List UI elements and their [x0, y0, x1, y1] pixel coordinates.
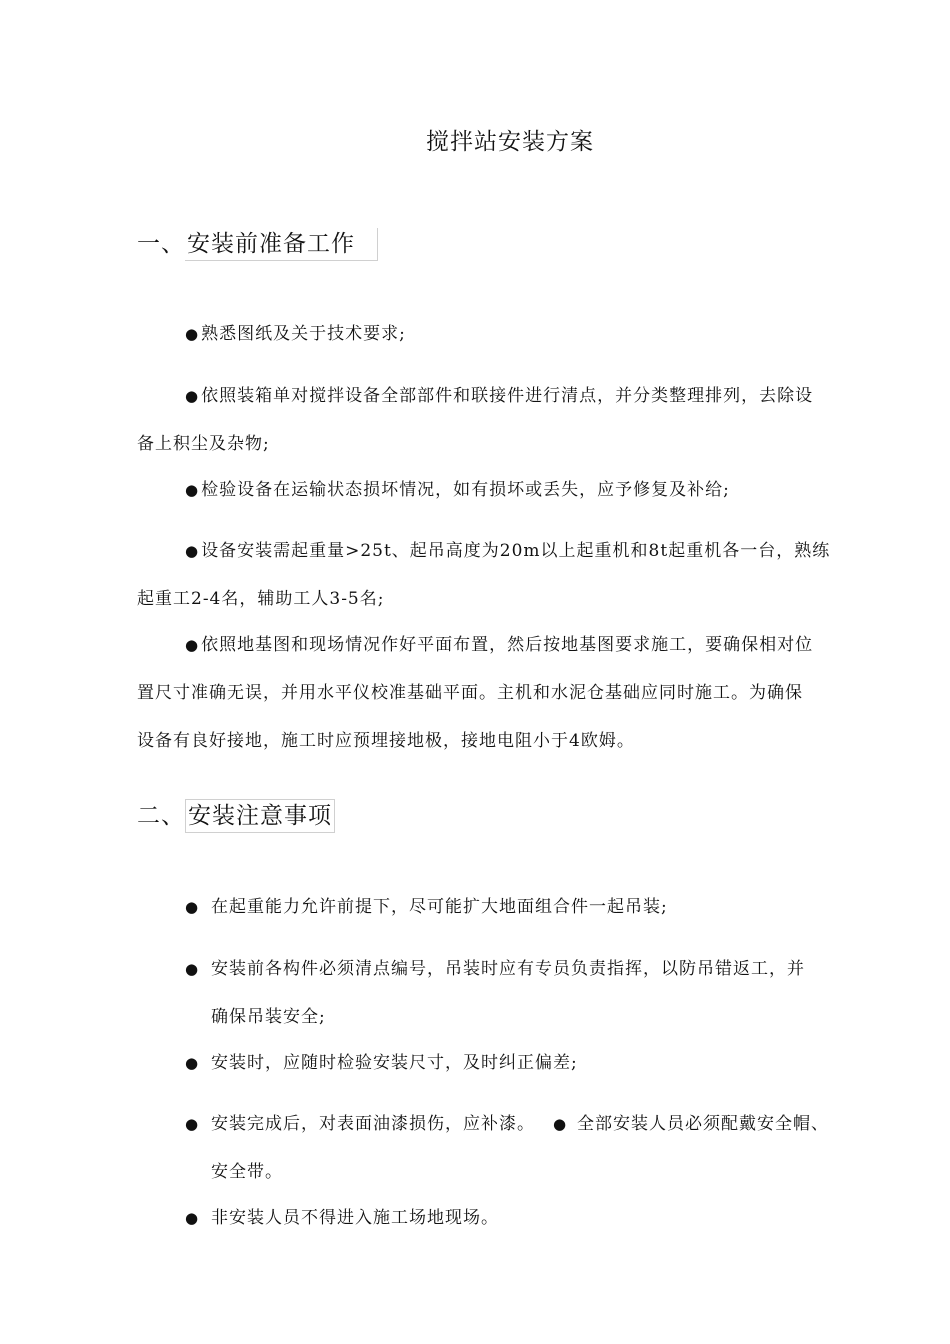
- bullet-icon: ●: [185, 1054, 200, 1072]
- list-item: [185, 1194, 865, 1242]
- section-heading-2: [137, 799, 335, 833]
- section-heading-1: [137, 228, 378, 261]
- text-line: [137, 372, 862, 420]
- list-item: [185, 1100, 865, 1148]
- text-line: [137, 527, 862, 575]
- paragraph: [137, 372, 862, 468]
- paragraph: [137, 310, 862, 358]
- bullet-icon: ●: [185, 1209, 200, 1227]
- list-item-continuation: 确保吊装安全;: [211, 1007, 326, 1027]
- section-number: 二、: [137, 803, 185, 829]
- bullet-list: [185, 945, 865, 1041]
- text-line: [137, 621, 862, 669]
- bullet-icon: ●: [185, 481, 200, 499]
- paragraph: [137, 466, 862, 514]
- bullet-icon: ●: [185, 387, 200, 405]
- list-item-text: 非安装人员不得进入施工场地现场。: [211, 1208, 499, 1228]
- text-line: [137, 310, 862, 358]
- bullet-list: [185, 883, 865, 931]
- paragraph: [137, 527, 862, 623]
- document-title: 搅拌站安装方案: [426, 129, 594, 155]
- section-title: 安装注意事项: [185, 799, 335, 833]
- list-item: 设备安装需起重量>25t、起吊高度为20m以上起重机和8t起重机各一台，熟练: [201, 541, 831, 561]
- text-line: 置尺寸准确无误，并用水平仪校准基础平面。主机和水泥仓基础应同时施工。为确保: [137, 683, 803, 703]
- bullet-icon: ●: [185, 636, 200, 654]
- list-item: 检验设备在运输状态损坏情况，如有损坏或丢失，应予修复及补给;: [201, 480, 730, 500]
- list-item: [185, 945, 865, 993]
- bullet-icon: ●: [185, 960, 200, 978]
- list-item-text: 安装时，应随时检验安装尺寸，及时纠正偏差;: [211, 1053, 578, 1073]
- list-item-text: 全部安装人员必须配戴安全帽、: [577, 1114, 829, 1134]
- list-item-continuation: 安全带。: [211, 1162, 283, 1182]
- bullet-list: [185, 1194, 865, 1242]
- section-number: 一、: [137, 231, 185, 257]
- bullet-list: [185, 1039, 865, 1087]
- bullet-icon: ●: [553, 1115, 568, 1133]
- section-title: 安装前准备工作: [185, 228, 378, 261]
- bullet-icon: ●: [185, 898, 200, 916]
- list-item: [185, 1039, 865, 1087]
- bullet-icon: ●: [185, 1115, 200, 1133]
- bullet-icon: ●: [185, 325, 200, 343]
- list-item: 熟悉图纸及关于技术要求;: [201, 324, 406, 344]
- text-line: 起重工2-4名，辅助工人3-5名;: [137, 589, 385, 609]
- list-item-text: 安装完成后，对表面油漆损伤，应补漆。: [211, 1114, 535, 1134]
- text-line: 设备有良好接地，施工时应预埋接地极，接地电阻小于4欧姆。: [137, 731, 635, 751]
- paragraph: [137, 621, 862, 765]
- list-item-text: 在起重能力允许前提下，尽可能扩大地面组合件一起吊装;: [211, 897, 668, 917]
- text-line: 备上积尘及杂物;: [137, 434, 270, 454]
- list-item: 依照地基图和现场情况作好平面布置，然后按地基图要求施工，要确保相对位: [201, 635, 814, 655]
- list-item: [185, 883, 865, 931]
- bullet-icon: ●: [185, 542, 200, 560]
- text-line: [137, 466, 862, 514]
- bullet-list: [185, 1100, 865, 1196]
- list-item-text: 安装前各构件必须清点编号，吊装时应有专员负责指挥，以防吊错返工，并: [211, 959, 805, 979]
- list-item: 依照装箱单对搅拌设备全部部件和联接件进行清点，并分类整理排列，去除设: [201, 386, 814, 406]
